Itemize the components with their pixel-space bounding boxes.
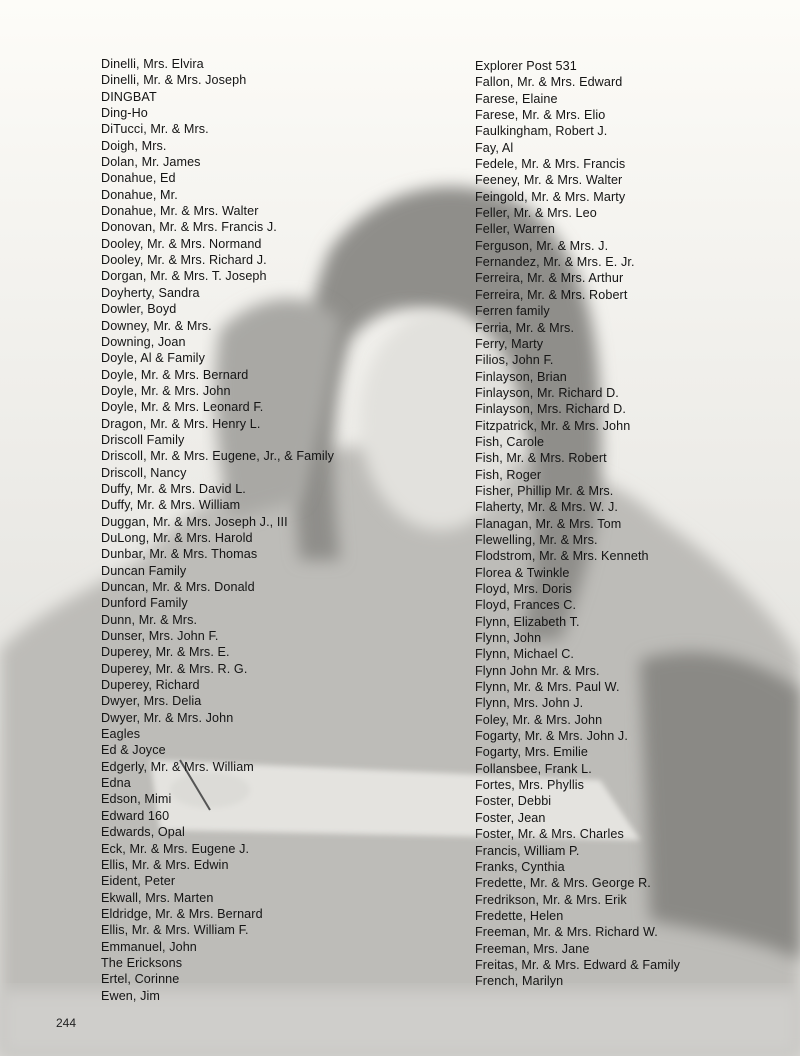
name-entry: Doyherty, Sandra: [101, 285, 200, 300]
name-entry: Follansbee, Frank L.: [475, 761, 592, 776]
name-entry: Filios, John F.: [475, 353, 554, 368]
name-entry: Flynn, Mrs. John J.: [475, 696, 584, 711]
name-entry: Fallon, Mr. & Mrs. Edward: [475, 75, 623, 90]
name-entry: Donovan, Mr. & Mrs. Francis J.: [101, 220, 277, 235]
name-entry: Flodstrom, Mr. & Mrs. Kenneth: [475, 549, 649, 564]
name-entry: Duperey, Mr. & Mrs. E.: [101, 645, 230, 660]
name-entry: Ekwall, Mrs. Marten: [101, 890, 214, 905]
name-entry: Foster, Mr. & Mrs. Charles: [475, 827, 624, 842]
name-entry: Flaherty, Mr. & Mrs. W. J.: [475, 500, 619, 515]
name-entry: Foster, Debbi: [475, 794, 552, 809]
name-entry: Ertel, Corinne: [101, 972, 180, 987]
name-entry: DINGBAT: [101, 89, 157, 104]
name-entry: Fogarty, Mrs. Emilie: [475, 745, 589, 760]
name-entry: Driscoll, Mr. & Mrs. Eugene, Jr., & Family: [101, 449, 335, 464]
name-entry: Doigh, Mrs.: [101, 138, 167, 153]
name-entry: Doyle, Mr. & Mrs. Leonard F.: [101, 400, 264, 415]
name-entry: French, Marilyn: [475, 974, 564, 989]
name-entry: Floyd, Mrs. Doris: [475, 582, 572, 596]
name-entry: Feller, Mr. & Mrs. Leo: [475, 206, 597, 221]
name-entry: Flynn, John: [475, 631, 542, 646]
name-entry: Finlayson, Mrs. Richard D.: [475, 402, 626, 417]
name-entry: Feeney, Mr. & Mrs. Walter: [475, 173, 623, 188]
name-entry: Duperey, Mr. & Mrs. R. G.: [101, 661, 248, 676]
name-entry: Ferria, Mr. & Mrs.: [475, 320, 575, 335]
right-name-column: [475, 58, 795, 990]
name-entry: Duncan Family: [101, 563, 187, 578]
name-entry: Fisher, Phillip Mr. & Mrs.: [475, 483, 614, 498]
name-entry: Dwyer, Mrs. Delia: [101, 694, 202, 709]
name-entry: Ellis, Mr. & Mrs. William F.: [101, 923, 249, 938]
name-entry: Fish, Roger: [475, 467, 542, 482]
name-entry: Duffy, Mr. & Mrs. David L.: [101, 481, 246, 496]
name-entry: Emmanuel, John: [101, 939, 197, 954]
name-entry: Dwyer, Mr. & Mrs. John: [101, 710, 234, 725]
name-entry: Edwards, Opal: [101, 825, 185, 840]
name-entry: Freitas, Mr. & Mrs. Edward & Family: [475, 957, 681, 972]
name-entry: Fredette, Mr. & Mrs. George R.: [475, 876, 651, 891]
name-entry: Franks, Cynthia: [475, 859, 565, 874]
name-entry: Donahue, Ed: [101, 171, 176, 186]
name-entry: Fedele, Mr. & Mrs. Francis: [475, 157, 626, 172]
name-entry: Flynn John Mr. & Mrs.: [475, 663, 600, 678]
page-number: 244: [56, 1016, 77, 1030]
name-entry: Flynn, Michael C.: [475, 647, 574, 662]
name-entry: Dooley, Mr. & Mrs. Normand: [101, 236, 262, 251]
name-entry: Florea & Twinkle: [475, 565, 570, 580]
name-entry: Downing, Joan: [101, 334, 186, 349]
name-entry: Dinelli, Mr. & Mrs. Joseph: [101, 73, 247, 88]
name-entry: Fogarty, Mr. & Mrs. John J.: [475, 729, 628, 744]
name-entry: DuLong, Mr. & Mrs. Harold: [101, 530, 253, 545]
name-entry: Ferry, Marty: [475, 336, 544, 351]
name-entry: Eident, Peter: [101, 874, 176, 889]
name-entry: Doyle, Al & Family: [101, 351, 205, 366]
name-entry: Dunford Family: [101, 596, 188, 611]
name-entry: Feller, Warren: [475, 222, 556, 237]
name-entry: Driscoll, Nancy: [101, 465, 187, 480]
name-entry: Ferguson, Mr. & Mrs. J.: [475, 238, 609, 253]
name-entry: Dunn, Mr. & Mrs.: [101, 612, 198, 627]
name-entry: Driscoll Family: [101, 432, 185, 447]
name-entry: Ewen, Jim: [101, 988, 160, 1003]
name-entry: Explorer Post 531: [475, 59, 577, 73]
name-entry: Fitzpatrick, Mr. & Mrs. John: [475, 418, 631, 433]
name-entry: Dunser, Mrs. John F.: [101, 629, 219, 644]
name-entry: Edna: [101, 776, 131, 791]
name-entry: Freeman, Mrs. Jane: [475, 941, 590, 956]
name-entry: Doyle, Mr. & Mrs. Bernard: [101, 367, 249, 382]
name-entry: Edgerly, Mr. & Mrs. William: [101, 759, 254, 774]
name-entry: Fish, Carole: [475, 434, 545, 449]
name-entry: Duperey, Richard: [101, 678, 200, 693]
name-entry: Eck, Mr. & Mrs. Eugene J.: [101, 841, 250, 856]
name-entry: Foley, Mr. & Mrs. John: [475, 712, 603, 727]
name-entry: Flynn, Mr. & Mrs. Paul W.: [475, 680, 620, 695]
left-name-column: [101, 56, 461, 1004]
name-entry: Donahue, Mr.: [101, 187, 178, 202]
name-entry: Finlayson, Mr. Richard D.: [475, 385, 619, 400]
name-entry: Dunbar, Mr. & Mrs. Thomas: [101, 547, 258, 562]
name-entry: Edson, Mimi: [101, 792, 172, 807]
name-entry: Farese, Mr. & Mrs. Elio: [475, 108, 606, 123]
name-entry: Ferren family: [475, 304, 550, 319]
name-entry: Ding-Ho: [101, 106, 148, 121]
name-entry: Faulkingham, Robert J.: [475, 124, 608, 139]
name-entry: Doyle, Mr. & Mrs. John: [101, 383, 231, 398]
name-entry: Feingold, Mr. & Mrs. Marty: [475, 189, 626, 204]
name-entry: Donahue, Mr. & Mrs. Walter: [101, 204, 259, 219]
name-entry: Dolan, Mr. James: [101, 155, 201, 170]
name-entry: Duggan, Mr. & Mrs. Joseph J., III: [101, 514, 288, 529]
name-entry: Flynn, Elizabeth T.: [475, 614, 580, 629]
name-entry: Ed & Joyce: [101, 743, 166, 758]
name-entry: Dinelli, Mrs. Elvira: [101, 57, 204, 71]
name-entry: Dorgan, Mr. & Mrs. T. Joseph: [101, 269, 267, 284]
name-entry: Flanagan, Mr. & Mrs. Tom: [475, 516, 622, 531]
name-entry: Dowler, Boyd: [101, 302, 177, 317]
name-entry: Ellis, Mr. & Mrs. Edwin: [101, 857, 229, 872]
name-entry: Fernandez, Mr. & Mrs. E. Jr.: [475, 255, 635, 270]
name-entry: Fortes, Mrs. Phyllis: [475, 778, 585, 793]
name-entry: Dooley, Mr. & Mrs. Richard J.: [101, 253, 267, 268]
name-entry: Downey, Mr. & Mrs.: [101, 318, 212, 333]
name-entry: Edward 160: [101, 808, 170, 823]
name-entry: Francis, William P.: [475, 843, 580, 858]
name-entry: Eagles: [101, 727, 141, 742]
name-entry: Eldridge, Mr. & Mrs. Bernard: [101, 906, 263, 921]
name-entry: Farese, Elaine: [475, 91, 558, 106]
name-entry: Floyd, Frances C.: [475, 598, 577, 613]
name-entry: Fredette, Helen: [475, 908, 564, 923]
name-entry: Dragon, Mr. & Mrs. Henry L.: [101, 416, 261, 431]
name-entry: Flewelling, Mr. & Mrs.: [475, 532, 598, 547]
name-entry: Duncan, Mr. & Mrs. Donald: [101, 580, 255, 594]
name-entry: Fish, Mr. & Mrs. Robert: [475, 451, 607, 466]
name-entry: Fay, Al: [475, 140, 514, 155]
name-entry: Duffy, Mr. & Mrs. William: [101, 498, 241, 513]
name-entry: Freeman, Mr. & Mrs. Richard W.: [475, 925, 658, 940]
name-entry: Ferreira, Mr. & Mrs. Robert: [475, 287, 628, 302]
name-entry: Ferreira, Mr. & Mrs. Arthur: [475, 271, 624, 286]
name-entry: Fredrikson, Mr. & Mrs. Erik: [475, 892, 627, 907]
name-entry: Foster, Jean: [475, 810, 546, 825]
name-entry: DiTucci, Mr. & Mrs.: [101, 122, 209, 137]
name-entry: The Ericksons: [101, 955, 183, 970]
name-entry: Finlayson, Brian: [475, 369, 567, 384]
